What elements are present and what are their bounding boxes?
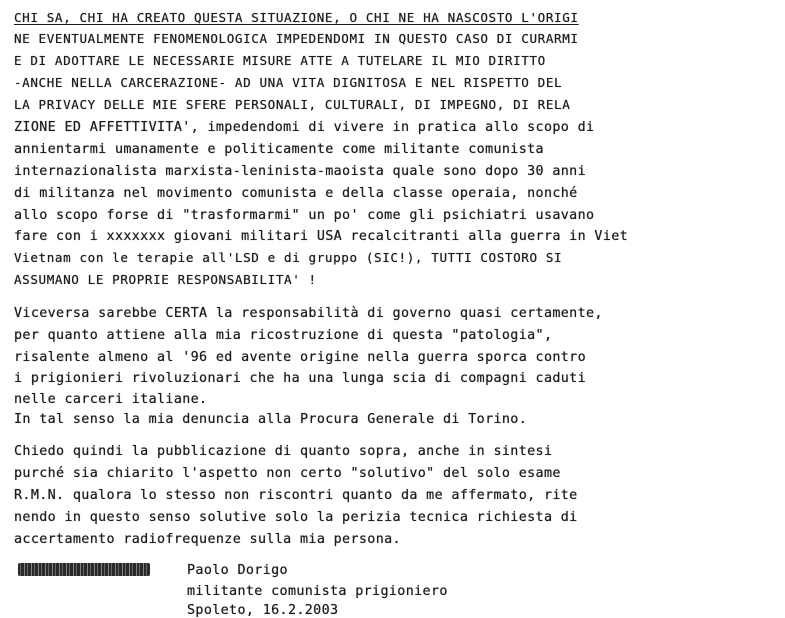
text-line: annientarmi umanamente e politicamente come militante comunista (14, 142, 544, 157)
text-line: i prigionieri rivoluzionari che ha una lunga scia di compagni caduti (14, 371, 587, 386)
text-line: E DI ADOTTARE LE NECESSARIE MISURE ATTE A TUTELARE IL MIO DIRITTO (14, 53, 546, 68)
text-line: ASSUMANO LE PROPRIE RESPONSABILITA' ! (14, 272, 317, 287)
text-line: NE EVENTUALMENTE FENOMENOLOGICA IMPEDENDOMI IN QUESTO CASO DI CURARMI (14, 31, 579, 46)
text-line: nendo in questo senso solutive solo la perizia tecnica richiesta di (14, 510, 578, 525)
text-line: LA PRIVACY DELLE MIE SFERE PERSONALI, CULTURALI, DI IMPEGNO, DI RELA (14, 97, 571, 112)
text-line: Vietnam con le terapie all'LSD e di gruppo (SIC!), TUTTI COSTORO SI (14, 250, 563, 265)
text-line: nelle carceri italiane. (14, 392, 208, 407)
text-line: risalente almeno al '96 ed avente origine nella guerra sporca contro (14, 350, 587, 365)
signature-scribble (18, 563, 150, 576)
signature-role: militante comunista prigioniero (187, 584, 448, 599)
text-line: Viceversa sarebbe CERTA la responsabilità di governo quasi certamente, (14, 306, 603, 321)
text-line: R.M.N. qualora lo stesso non riscontri quanto da me affermato, rite (14, 488, 578, 503)
signature-place-date: Spoleto, 16.2.2003 (187, 603, 339, 618)
text-line: purché sia chiarito l'aspetto non certo "solutivo" del solo esame (14, 466, 561, 481)
text-line: di militanza nel movimento comunista e della classe operaia, nonché (14, 186, 578, 201)
text-line: accertamento radiofrequenze sulla mia persona. (14, 532, 401, 547)
text-line: fare con i xxxxxxx giovani militari USA recalcitranti alla guerra in Viet (14, 229, 629, 244)
text-line: per quanto attiene alla mia ricostruzione di questa "patologia", (14, 328, 553, 343)
text-line: ZIONE ED AFFETTIVITA', impedendomi di vivere in pratica allo scopo di (14, 120, 595, 135)
text-line: CHI SA, CHI HA CREATO QUESTA SITUAZIONE, O CHI NE HA NASCOSTO L'ORIGI (14, 10, 579, 25)
text-line: allo scopo forse di "trasformarmi" un po' come gli psichiatri usavano (14, 208, 595, 223)
text-line: Chiedo quindi la pubblicazione di quanto sopra, anche in sintesi (14, 444, 553, 459)
text-line: internazionalista marxista-leninista-maoista quale sono dopo 30 anni (14, 164, 587, 179)
text-line: In tal senso la mia denuncia alla Procura Generale di Torino. (14, 412, 528, 427)
text-line: -ANCHE NELLA CARCERAZIONE- AD UNA VITA DIGNITOSA E NEL RISPETTO DEL (14, 75, 563, 90)
signature-name: Paolo Dorigo (187, 563, 288, 578)
